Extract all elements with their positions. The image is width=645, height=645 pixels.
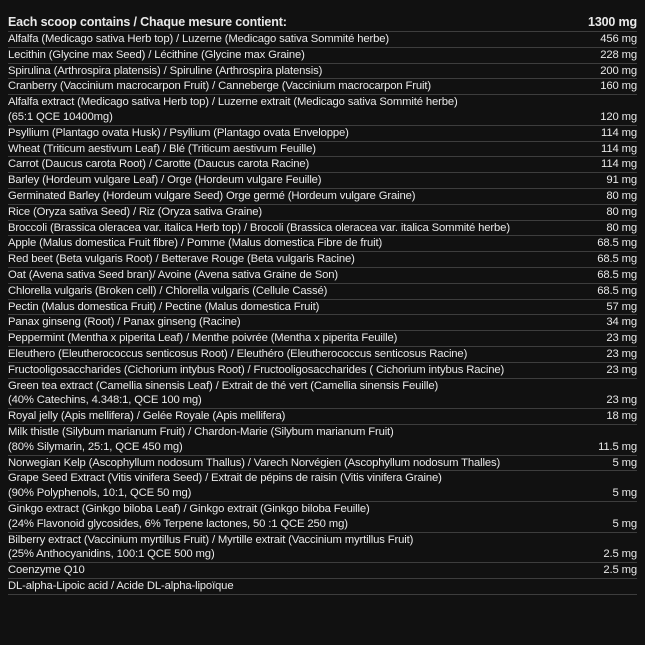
ingredient-name (8, 252, 355, 267)
ingredient-name-line: Oat (Avena sativa Seed bran)/ Avoine (Avena sativa Graine de Son) (8, 268, 338, 281)
ingredient-row (8, 533, 637, 564)
ingredient-row (8, 563, 637, 579)
ingredient-amount: 68.5 mg (597, 284, 637, 297)
ingredient-name (8, 579, 233, 594)
ingredient-amount: 91 mg (606, 174, 637, 187)
ingredient-amount: 228 mg (600, 48, 637, 61)
ingredient-row (8, 64, 637, 80)
ingredient-name-line: Carrot (Daucus carota Root) / Carotte (Daucus carota Racine) (8, 158, 310, 171)
ingredient-name (8, 563, 85, 578)
ingredient-name (8, 268, 338, 283)
ingredient-row (8, 363, 637, 379)
ingredient-amount: 34 mg (606, 316, 637, 329)
ingredient-name (8, 126, 349, 141)
ingredient-row (8, 126, 637, 142)
header-total: 1300 mg (588, 15, 637, 29)
ingredient-row (8, 379, 637, 410)
ingredient-detail-line: (80% Silymarin, 25:1, QCE 450 mg) (8, 440, 183, 453)
ingredient-name-line: Red beet (Beta vulgaris Root) / Betterave Rouge (Beta vulgaris Racine) (8, 253, 355, 266)
ingredient-name-line: Eleuthero (Eleutherococcus senticosus Root) / Eleuthéro (Eleutherococcus senticosus Racine) (8, 347, 468, 360)
ingredient-row (8, 142, 637, 158)
ingredient-name-line: Rice (Oryza sativa Seed) / Riz (Oryza sativa Graine) (8, 205, 262, 218)
ingredient-name (8, 502, 370, 532)
ingredient-amount: 68.5 mg (597, 268, 637, 281)
ingredient-amount: 68.5 mg (597, 237, 637, 250)
ingredient-name (8, 284, 327, 299)
ingredient-name (8, 409, 285, 424)
ingredient-row (8, 331, 637, 347)
ingredient-row (8, 236, 637, 252)
ingredient-name-line: Cranberry (Vaccinium macrocarpon Fruit) / Canneberge (Vaccinium macrocarpon Fruit) (8, 80, 431, 93)
ingredient-row (8, 579, 637, 595)
ingredient-amount: 11.5 mg (598, 440, 637, 453)
ingredient-name (8, 300, 319, 315)
ingredient-name (8, 142, 316, 157)
ingredient-name-line: Ginkgo extract (Ginkgo biloba Leaf) / Ginkgo extrait (Ginkgo biloba Feuille) (8, 502, 370, 515)
ingredient-amount: 2.5 mg (603, 564, 637, 577)
ingredient-amount: 114 mg (601, 158, 637, 171)
ingredient-name (8, 315, 241, 330)
ingredient-name (8, 363, 504, 378)
header-title: Each scoop contains / Chaque mesure contient: (8, 15, 287, 29)
ingredient-detail-line: (40% Catechins, 4.348:1, QCE 100 mg) (8, 394, 202, 407)
ingredient-amount: 57 mg (606, 300, 637, 313)
ingredient-list (8, 32, 637, 595)
ingredient-amount: 5 mg (612, 456, 637, 469)
ingredient-row (8, 425, 637, 456)
ingredient-name-line: Norwegian Kelp (Ascophyllum nodosum Thallus) / Varech Norvégien (Ascophyllum nodosum Thalles) (8, 456, 501, 469)
ingredient-name (8, 205, 262, 220)
ingredient-name (8, 157, 309, 172)
ingredient-name-line: Panax ginseng (Root) / Panax ginseng (Racine) (8, 316, 241, 329)
ingredient-detail-line: (90% Polyphenols, 10:1, QCE 50 mg) (8, 487, 192, 500)
ingredient-amount: 80 mg (606, 221, 637, 234)
ingredient-name (8, 79, 431, 94)
ingredient-amount: 160 mg (600, 80, 637, 93)
ingredient-amount: 2.5 mg (603, 548, 637, 561)
ingredient-amount: 114 mg (601, 126, 637, 139)
ingredient-name-line: Grape Seed Extract (Vitis vinifera Seed) / Extrait de pépins de raisin (Vitis vinifera Graine) (8, 472, 442, 485)
ingredient-name (8, 471, 442, 501)
ingredient-row (8, 221, 637, 237)
ingredient-name-line: Fructooligosaccharides (Cichorium intybus Root) / Fructooligosaccharides ( Cichorium intybus Racine) (8, 363, 505, 376)
ingredient-name (8, 64, 322, 79)
ingredient-name-line: Spirulina (Arthrospira platensis) / Spiruline (Arthrospira platensis) (8, 64, 323, 77)
ingredient-name-line: Milk thistle (Silybum marianum Fruit) / Chardon-Marie (Silybum marianum Fruit) (8, 425, 394, 438)
header-row (8, 14, 637, 32)
ingredient-name (8, 331, 397, 346)
ingredient-amount: 23 mg (606, 347, 637, 360)
ingredient-amount: 114 mg (601, 142, 637, 155)
ingredient-amount: 18 mg (606, 410, 637, 423)
ingredient-row (8, 347, 637, 363)
ingredient-row (8, 268, 637, 284)
ingredient-name-line: Apple (Malus domestica Fruit fibre) / Pomme (Malus domestica Fibre de fruit) (8, 237, 383, 250)
ingredient-amount: 80 mg (606, 205, 637, 218)
ingredient-row (8, 32, 637, 48)
ingredient-name-line: Barley (Hordeum vulgare Leaf) / Orge (Hordeum vulgare Feuille) (8, 174, 322, 187)
ingredient-name-line: Psyllium (Plantago ovata Husk) / Psyllium (Plantago ovata Enveloppe) (8, 126, 349, 139)
ingredient-amount: 23 mg (606, 332, 637, 345)
ingredient-name (8, 533, 413, 563)
ingredient-name-line: Bilberry extract (Vaccinium myrtillus Fruit) / Myrtille extrait (Vaccinium myrtillus Fruit) (8, 533, 414, 546)
ingredient-name-line: Germinated Barley (Hordeum vulgare Seed) Orge germé (Hordeum vulgare Graine) (8, 189, 416, 202)
ingredient-row (8, 300, 637, 316)
ingredient-name (8, 48, 305, 63)
ingredient-row (8, 157, 637, 173)
ingredient-row (8, 502, 637, 533)
ingredient-name-line: Alfalfa (Medicago sativa Herb top) / Luzerne (Medicago sativa Sommité herbe) (8, 33, 390, 45)
ingredient-row (8, 456, 637, 472)
ingredient-name-line: Pectin (Malus domestica Fruit) / Pectine (Malus domestica Fruit) (8, 300, 320, 313)
ingredient-row (8, 95, 637, 126)
ingredient-amount: 120 mg (600, 110, 637, 123)
ingredient-amount: 5 mg (612, 517, 637, 530)
ingredient-name (8, 425, 394, 455)
ingredient-row (8, 252, 637, 268)
ingredient-row (8, 189, 637, 205)
ingredient-name (8, 32, 389, 47)
ingredient-amount: 5 mg (612, 487, 637, 500)
ingredient-row (8, 48, 637, 64)
ingredient-name-line: Chlorella vulgaris (Broken cell) / Chlorella vulgaris (Cellule Cassé) (8, 284, 328, 297)
ingredient-name-line: Royal jelly (Apis mellifera) / Gelée Royale (Apis mellifera) (8, 410, 286, 423)
ingredient-row (8, 315, 637, 331)
ingredient-amount: 23 mg (606, 363, 637, 376)
ingredient-name (8, 379, 438, 409)
ingredient-name (8, 347, 467, 362)
ingredient-name (8, 221, 510, 236)
ingredient-row (8, 173, 637, 189)
ingredient-detail-line: (24% Flavonoid glycosides, 6% Terpene lactones, 50 :1 QCE 250 mg) (8, 517, 348, 530)
ingredient-name-line: Green tea extract (Camellia sinensis Leaf) / Extrait de thé vert (Camellia sinensis Feuille) (8, 379, 439, 392)
ingredient-name-line: Wheat (Triticum aestivum Leaf) / Blé (Triticum aestivum Feuille) (8, 142, 316, 155)
ingredient-amount: 200 mg (600, 64, 637, 77)
ingredient-row (8, 284, 637, 300)
ingredient-row (8, 409, 637, 425)
ingredient-name-line: Broccoli (Brassica oleracea var. italica Herb top) / Brocoli (Brassica oleracea var. italica Sommité herbe) (8, 221, 510, 234)
ingredient-row (8, 79, 637, 95)
ingredient-name-line: Peppermint (Mentha x piperita Leaf) / Menthe poivrée (Mentha x piperita Feuille) (8, 332, 398, 345)
ingredient-name (8, 456, 500, 471)
ingredient-name-line: Alfalfa extract (Medicago sativa Herb top) / Luzerne extrait (Medicago sativa Sommité herbe) (8, 96, 458, 109)
ingredient-name-line: Coenzyme Q10 (8, 564, 85, 577)
ingredient-name (8, 189, 415, 204)
ingredient-name (8, 95, 458, 125)
ingredient-name-line: Lecithin (Glycine max Seed) / Lécithine (Glycine max Graine) (8, 48, 305, 61)
ingredient-amount: 23 mg (606, 394, 637, 407)
ingredient-detail-line: (65:1 QCE 10400mg) (8, 110, 113, 123)
ingredient-row (8, 471, 637, 502)
ingredient-detail-line: (25% Anthocyanidins, 100:1 QCE 500 mg) (8, 548, 215, 561)
ingredient-name (8, 236, 382, 251)
ingredient-amount: 80 mg (606, 189, 637, 202)
ingredient-amount: 456 mg (600, 33, 637, 45)
ingredient-name-line: DL-alpha-Lipoic acid / Acide DL-alpha-lipoïque (8, 579, 234, 592)
ingredient-name (8, 173, 321, 188)
ingredient-amount: 68.5 mg (597, 253, 637, 266)
ingredient-row (8, 205, 637, 221)
